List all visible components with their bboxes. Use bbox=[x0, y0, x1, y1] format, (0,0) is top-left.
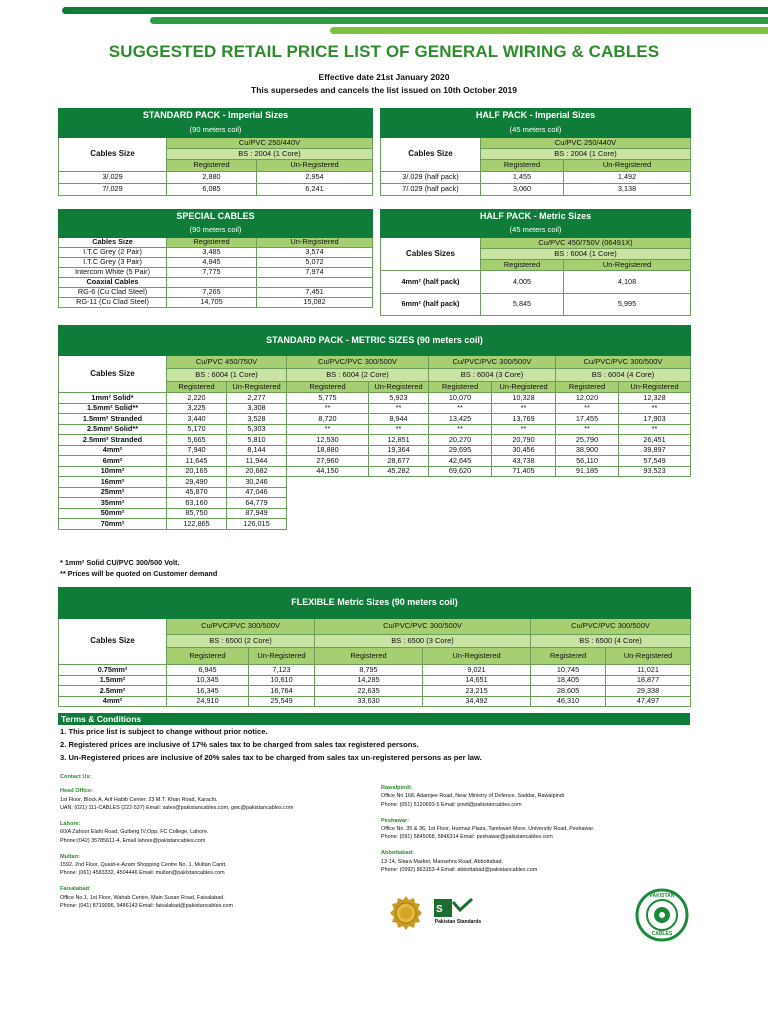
cell: 12,020 bbox=[556, 393, 619, 404]
cell: 33,630 bbox=[315, 696, 423, 707]
table-row bbox=[59, 403, 691, 414]
unregistered-header: Un-Registered bbox=[423, 648, 531, 665]
cell: ** bbox=[619, 424, 691, 435]
bs-label: BS : 6004 (3 Core) bbox=[429, 369, 556, 382]
cell: 93,523 bbox=[619, 466, 691, 477]
cell: 50mm² bbox=[59, 508, 167, 519]
table-row bbox=[59, 248, 373, 258]
cell: 1mm² Solid* bbox=[59, 393, 167, 404]
cell: 13,769 bbox=[492, 414, 556, 425]
special-cables-table bbox=[58, 209, 373, 308]
cell: ** bbox=[556, 403, 619, 414]
cell: 12,328 bbox=[619, 393, 691, 404]
unregistered-header: Un-Registered bbox=[257, 238, 373, 248]
cell: 57,549 bbox=[619, 456, 691, 467]
cell: 4mm² bbox=[59, 696, 167, 707]
cell: 3,138 bbox=[564, 184, 691, 196]
cell: 46,310 bbox=[531, 696, 606, 707]
cell: 1.5mm² Stranded bbox=[59, 414, 167, 425]
cell: 3,225 bbox=[167, 403, 227, 414]
footnote-demand: ** Prices will be quoted on Customer demand bbox=[60, 569, 218, 578]
svg-text:S: S bbox=[436, 904, 443, 915]
cell: 29,338 bbox=[606, 686, 691, 697]
cell: 63,160 bbox=[167, 498, 227, 509]
cell: 71,405 bbox=[492, 466, 556, 477]
registered-header: Registered bbox=[556, 382, 619, 393]
office-block bbox=[381, 817, 681, 842]
cell: ** bbox=[429, 424, 492, 435]
cell: 11,021 bbox=[606, 665, 691, 676]
cell: 11,645 bbox=[167, 456, 227, 467]
cell: 42,645 bbox=[429, 456, 492, 467]
office-line: Phone: (061) 4583332, 4504446 Email: multan@pakistancables.com bbox=[60, 870, 225, 877]
cell: 12,851 bbox=[369, 435, 429, 446]
cell: 4mm² (half pack) bbox=[381, 271, 481, 294]
cell: 22,635 bbox=[315, 686, 423, 697]
cell: 6,945 bbox=[167, 665, 249, 676]
cell: 17,455 bbox=[556, 414, 619, 425]
terms-line: 2. Registered prices are inclusive of 17% sales tax to be charged from sales tax registered persons. bbox=[60, 740, 419, 749]
unregistered-header: Un-Registered bbox=[564, 260, 691, 271]
cell: 14,285 bbox=[315, 675, 423, 686]
cell: 3,440 bbox=[167, 414, 227, 425]
cell: RG-6 (Cu Clad Steel) bbox=[59, 288, 167, 298]
cell: RG-11 (Cu Clad Steel) bbox=[59, 298, 167, 308]
spec-label: Cu/PVC/PVC 300/500V bbox=[315, 619, 531, 635]
coil-note: (90 meters coil) bbox=[59, 124, 373, 138]
cell: 35mm² bbox=[59, 498, 167, 509]
cell: 43,738 bbox=[492, 456, 556, 467]
cell: 1,455 bbox=[481, 172, 564, 184]
coil-note: (90 meters coil) bbox=[59, 224, 373, 238]
cell: 34,492 bbox=[423, 696, 531, 707]
bs-label: BS : 6500 (3 Core) bbox=[315, 635, 531, 648]
contact-left bbox=[60, 773, 360, 910]
cell: 29,490 bbox=[167, 477, 227, 488]
office-line: Phone: (091) 5845068, 5846314 Email: peshawar@pakistancables.com bbox=[381, 834, 553, 841]
cell: 1.5mm² Solid** bbox=[59, 403, 167, 414]
contact-right bbox=[381, 784, 681, 874]
table-row bbox=[59, 508, 691, 519]
unregistered-header: Un-Registered bbox=[257, 160, 373, 172]
spec-label: Cu/PVC/PVC 300/500V bbox=[531, 619, 691, 635]
cell: 10,328 bbox=[492, 393, 556, 404]
bs-label: BS : 6500 (2 Core) bbox=[167, 635, 315, 648]
spec-label: Cu/PVC/PVC 300/500V bbox=[167, 619, 315, 635]
coil-note: (45 meters coil) bbox=[381, 224, 691, 238]
table-row bbox=[381, 271, 691, 294]
spec-label: Cu/PVC 250/440V bbox=[167, 138, 373, 149]
half-imperial-table bbox=[380, 108, 691, 196]
cell: 30,456 bbox=[492, 445, 556, 456]
registered-header: Registered bbox=[531, 648, 606, 665]
unregistered-header: Un-Registered bbox=[619, 382, 691, 393]
cell: 17,903 bbox=[619, 414, 691, 425]
cell: 25,790 bbox=[556, 435, 619, 446]
cell: I.T.C Grey (3 Pair) bbox=[59, 258, 167, 268]
cell: 18,877 bbox=[606, 675, 691, 686]
cell: Coaxial Cables bbox=[59, 278, 167, 288]
office-name: Multan: bbox=[60, 853, 80, 860]
office-line: Office No.1, 1st Floor, Wahab Centre, Main Susan Road, Faisalabad. bbox=[60, 894, 225, 901]
cell: 28,605 bbox=[531, 686, 606, 697]
cell: 2.5mm² bbox=[59, 686, 167, 697]
spec-label: Cu/PVC/PVC 300/500V bbox=[429, 356, 556, 369]
table-row bbox=[59, 696, 691, 707]
unregistered-header: Un-Registered bbox=[369, 382, 429, 393]
cell: 7,451 bbox=[257, 288, 373, 298]
office-line: UAN: (021) 111-CABLES (222-537) Email: sales@pakistancables.com, gwc@pakistancables.com bbox=[60, 804, 294, 811]
office-line: 1st Floor, Block A, Arif Habib Center, 23 M.T. Khan Road, Karachi. bbox=[60, 796, 218, 803]
cell: 20,790 bbox=[492, 435, 556, 446]
cell: 16,345 bbox=[167, 686, 249, 697]
cell: 47,497 bbox=[606, 696, 691, 707]
cell: ** bbox=[492, 424, 556, 435]
row-label: Cables Size bbox=[59, 138, 167, 172]
cell: ** bbox=[369, 424, 429, 435]
cell: 1,492 bbox=[564, 172, 691, 184]
cell: ** bbox=[556, 424, 619, 435]
bs-label: BS : 6500 (4 Core) bbox=[531, 635, 691, 648]
cell bbox=[257, 278, 373, 288]
cell: 20,165 bbox=[167, 466, 227, 477]
cell: 7,123 bbox=[249, 665, 315, 676]
terms-title: Terms & Conditions bbox=[58, 713, 690, 725]
cell: 18,405 bbox=[531, 675, 606, 686]
cell: 16,764 bbox=[249, 686, 315, 697]
registered-header: Registered bbox=[167, 648, 249, 665]
cell: 70mm² bbox=[59, 519, 167, 530]
cell: 64,779 bbox=[227, 498, 287, 509]
unregistered-header: Un-Registered bbox=[564, 160, 691, 172]
cell: 4,108 bbox=[564, 271, 691, 294]
cell: 3,485 bbox=[167, 248, 257, 258]
empty-cell bbox=[287, 508, 691, 519]
registered-header: Registered bbox=[429, 382, 492, 393]
cell: ** bbox=[429, 403, 492, 414]
cell: 5,303 bbox=[227, 424, 287, 435]
header-stripe-3 bbox=[330, 27, 768, 34]
table-row bbox=[59, 456, 691, 467]
office-name: Head Office: bbox=[60, 788, 93, 795]
cell: 29,695 bbox=[429, 445, 492, 456]
cell: 7,775 bbox=[167, 268, 257, 278]
cell: 20,270 bbox=[429, 435, 492, 446]
cell: 25mm² bbox=[59, 487, 167, 498]
office-line: Phone:(042) 35785611-4, Email lahore@pakistancables.com bbox=[60, 837, 206, 844]
office-name: Abbottabad: bbox=[381, 850, 414, 857]
cell: 3,528 bbox=[227, 414, 287, 425]
cell: 3,308 bbox=[227, 403, 287, 414]
office-line: 13-14, Sitara Market, Mansehra Road, Abbottabad. bbox=[381, 858, 503, 865]
cell: 5,665 bbox=[167, 435, 227, 446]
cell: 5,072 bbox=[257, 258, 373, 268]
row-label: Cables Size bbox=[59, 356, 167, 393]
table-row bbox=[381, 184, 691, 196]
cell: 3/.029 bbox=[59, 172, 167, 184]
row-label: Cables Size bbox=[381, 138, 481, 172]
cell: 28,677 bbox=[369, 456, 429, 467]
cell: 16mm² bbox=[59, 477, 167, 488]
half-metric-table bbox=[380, 209, 691, 316]
office-line: 60/A Zahoor Elahi Road, Gulberg IV,Opp. FC College, Lahore. bbox=[60, 829, 209, 836]
cell bbox=[167, 278, 257, 288]
psqca-label: Pakistan Standards bbox=[434, 919, 482, 925]
bs-label: BS : 6004 (4 Core) bbox=[556, 369, 691, 382]
cell: 69,620 bbox=[429, 466, 492, 477]
table-title: STANDARD PACK - Imperial Sizes bbox=[59, 109, 373, 124]
cell: 8,944 bbox=[369, 414, 429, 425]
office-name: Lahore: bbox=[60, 821, 81, 827]
office-line: Phone: (051) 5120693-5 Email: pindi@pakistancables.com bbox=[381, 801, 522, 808]
bs-label: BS : 2004 (1 Core) bbox=[167, 149, 373, 160]
cell: 4mm² bbox=[59, 445, 167, 456]
office-name: Faisalabad: bbox=[60, 886, 91, 893]
cell: 9,021 bbox=[423, 665, 531, 676]
table-row bbox=[59, 487, 691, 498]
supersedes-note: This supersedes and cancels the list issued on 10th October 2019 bbox=[251, 85, 517, 95]
cell: 14,651 bbox=[423, 675, 531, 686]
cell: 85,750 bbox=[167, 508, 227, 519]
cell: 87,949 bbox=[227, 508, 287, 519]
empty-cell bbox=[287, 519, 691, 530]
contact-title: Contact Us: bbox=[60, 774, 92, 780]
bs-label: BS : 6004 (1 Core) bbox=[167, 369, 287, 382]
registered-header: Registered bbox=[167, 160, 257, 172]
table-row bbox=[59, 288, 373, 298]
cell: 13,425 bbox=[429, 414, 492, 425]
cell: ** bbox=[287, 424, 369, 435]
spec-label: Cu/PVC/PVC 300/500V bbox=[556, 356, 691, 369]
cell: 56,110 bbox=[556, 456, 619, 467]
bs-label: BS : 2004 (1 Core) bbox=[481, 149, 691, 160]
office-line: 1592, 2nd Floor, Quaid-e-Azam Shopping Centre No. 1, Multan Cantt. bbox=[60, 862, 227, 868]
cell: 10,070 bbox=[429, 393, 492, 404]
table-row bbox=[59, 498, 691, 509]
table-row bbox=[59, 184, 373, 196]
cell: 2,954 bbox=[257, 172, 373, 184]
standard-imperial-table bbox=[58, 108, 373, 196]
cell: 44,150 bbox=[287, 466, 369, 477]
table-row bbox=[59, 393, 691, 404]
cell: 45,870 bbox=[167, 487, 227, 498]
table-title: SPECIAL CABLES bbox=[59, 210, 373, 224]
cell: 7,940 bbox=[167, 445, 227, 456]
table-row bbox=[59, 424, 691, 435]
cell: 8,720 bbox=[287, 414, 369, 425]
spec-label: Cu/PVC 250/440V bbox=[481, 138, 691, 149]
office-block bbox=[381, 849, 681, 874]
cell: 8,795 bbox=[315, 665, 423, 676]
cell: 10,345 bbox=[167, 675, 249, 686]
office-name: Rawalpindi: bbox=[381, 785, 413, 791]
cell: 4,005 bbox=[481, 271, 564, 294]
footnote-solid: * 1mm² Solid CU/PVC 300/500 Volt. bbox=[60, 558, 180, 567]
table-row bbox=[59, 477, 691, 488]
cell: 38,900 bbox=[556, 445, 619, 456]
cell: ** bbox=[369, 403, 429, 414]
cell: 7/.029 bbox=[59, 184, 167, 196]
cell: 11,944 bbox=[227, 456, 287, 467]
cell: 8,144 bbox=[227, 445, 287, 456]
table-title: HALF PACK - Metric Sizes bbox=[381, 210, 691, 224]
office-name: Peshawar: bbox=[381, 817, 409, 824]
cell: 12,530 bbox=[287, 435, 369, 446]
page-title: SUGGESTED RETAIL PRICE LIST OF GENERAL WIRING & CABLES bbox=[108, 42, 660, 61]
cell: 45,282 bbox=[369, 466, 429, 477]
cell: ** bbox=[492, 403, 556, 414]
cell: 30,246 bbox=[227, 477, 287, 488]
office-line: Office No 168, Adamjee Road, Near Ministry of Defence, Saddar, Rawalpindi bbox=[381, 793, 564, 800]
cell: 2,880 bbox=[167, 172, 257, 184]
cell: 122,865 bbox=[167, 519, 227, 530]
cell: 5,995 bbox=[564, 294, 691, 316]
terms-line: 3. Un-Registered prices are inclusive of 20% sales tax to be charged from sales tax un-registered persons as per law. bbox=[60, 753, 482, 762]
office-block bbox=[60, 787, 360, 812]
cell: 10mm² bbox=[59, 466, 167, 477]
cell: 47,046 bbox=[227, 487, 287, 498]
cell: 2.5mm² Solid** bbox=[59, 424, 167, 435]
spec-label: Cu/PVC 450/750V (06491X) bbox=[481, 238, 691, 249]
cell: 0.75mm² bbox=[59, 665, 167, 676]
cell: 91,185 bbox=[556, 466, 619, 477]
empty-cell bbox=[287, 487, 691, 498]
cell: ** bbox=[619, 403, 691, 414]
cell: 7/.029 (half pack) bbox=[381, 184, 481, 196]
bs-label: BS : 6004 (2 Core) bbox=[287, 369, 429, 382]
cell: 6,241 bbox=[257, 184, 373, 196]
table-title: STANDARD PACK - METRIC SIZES (90 meters coil) bbox=[59, 326, 691, 356]
cell: 24,910 bbox=[167, 696, 249, 707]
flexible-table bbox=[58, 587, 691, 707]
cell: 3,574 bbox=[257, 248, 373, 258]
unregistered-header: Un-Registered bbox=[606, 648, 691, 665]
cell: Intercom White (5 Pair) bbox=[59, 268, 167, 278]
registered-header: Registered bbox=[167, 382, 227, 393]
table-row bbox=[59, 519, 691, 530]
registered-header: Registered bbox=[287, 382, 369, 393]
unregistered-header: Un-Registered bbox=[249, 648, 315, 665]
row-label: Cables Size bbox=[59, 619, 167, 665]
office-block bbox=[60, 853, 360, 878]
cell: 3,060 bbox=[481, 184, 564, 196]
spec-label: Cu/PVC 450/750V bbox=[167, 356, 287, 369]
cell: 10,745 bbox=[531, 665, 606, 676]
cell: 18,880 bbox=[287, 445, 369, 456]
spec-label: Cu/PVC/PVC 300/500V bbox=[287, 356, 429, 369]
effective-date: Effective date 21st January 2020 bbox=[318, 72, 450, 82]
cell: 7,974 bbox=[257, 268, 373, 278]
cell: 10,610 bbox=[249, 675, 315, 686]
empty-cell bbox=[287, 477, 691, 488]
cell: 7,265 bbox=[167, 288, 257, 298]
cell: 2.5mm² Stranded bbox=[59, 435, 167, 446]
cell: 1.5mm² bbox=[59, 675, 167, 686]
table-row bbox=[59, 268, 373, 278]
cell: ** bbox=[287, 403, 369, 414]
table-title: FLEXIBLE Metric Sizes (90 meters coil) bbox=[59, 588, 691, 619]
office-block bbox=[381, 784, 681, 809]
pakistan-cables-logo bbox=[635, 888, 689, 942]
cell: 20,682 bbox=[227, 466, 287, 477]
cell: 14,705 bbox=[167, 298, 257, 308]
empty-cell bbox=[287, 498, 691, 509]
office-block bbox=[60, 885, 360, 910]
table-row bbox=[381, 294, 691, 316]
cell: 15,082 bbox=[257, 298, 373, 308]
cell: 6mm² (half pack) bbox=[381, 294, 481, 316]
table-row bbox=[59, 414, 691, 425]
cell: 3/.029 (half pack) bbox=[381, 172, 481, 184]
cell: 5,775 bbox=[287, 393, 369, 404]
header-stripe-1 bbox=[62, 7, 768, 14]
table-row bbox=[59, 675, 691, 686]
table-row bbox=[381, 172, 691, 184]
table-row bbox=[59, 298, 373, 308]
gold-seal-icon bbox=[386, 895, 426, 931]
table-row bbox=[59, 665, 691, 676]
coil-note: (45 meters coil) bbox=[381, 124, 691, 138]
office-line: Phone: (0992) 863153-4 Email: abbottabad@pakistancables.com bbox=[381, 866, 538, 873]
table-row bbox=[59, 435, 691, 446]
cell: 6,085 bbox=[167, 184, 257, 196]
header-stripe-2 bbox=[150, 17, 768, 24]
cell: 5,923 bbox=[369, 393, 429, 404]
unregistered-header: Un-Registered bbox=[492, 382, 556, 393]
brand-top: PAKISTAN bbox=[649, 893, 675, 899]
table-title: HALF PACK - Imperial Sizes bbox=[381, 109, 691, 124]
table-row bbox=[59, 445, 691, 456]
table-row bbox=[59, 686, 691, 697]
cell: 2,220 bbox=[167, 393, 227, 404]
office-block bbox=[60, 820, 360, 845]
table-row bbox=[59, 172, 373, 184]
cell: 26,451 bbox=[619, 435, 691, 446]
cell: 5,845 bbox=[481, 294, 564, 316]
table-row bbox=[59, 258, 373, 268]
registered-header: Registered bbox=[167, 238, 257, 248]
pakistan-standards-logo bbox=[430, 898, 486, 928]
cell: 25,549 bbox=[249, 696, 315, 707]
row-label: Cables Sizes bbox=[381, 238, 481, 271]
cell: 2,277 bbox=[227, 393, 287, 404]
cell: 39,897 bbox=[619, 445, 691, 456]
terms-line: 1. This price list is subject to change without prior notice. bbox=[60, 727, 268, 736]
registered-header: Registered bbox=[315, 648, 423, 665]
table-row bbox=[59, 278, 373, 288]
cell: 27,960 bbox=[287, 456, 369, 467]
cell: 5,810 bbox=[227, 435, 287, 446]
header-size: Cables Size bbox=[59, 238, 167, 248]
bs-label: BS : 6004 (1 Core) bbox=[481, 249, 691, 260]
brand-bottom: CABLES bbox=[651, 931, 673, 937]
registered-header: Registered bbox=[481, 260, 564, 271]
cell: I.T.C Grey (2 Pair) bbox=[59, 248, 167, 258]
registered-header: Registered bbox=[481, 160, 564, 172]
unregistered-header: Un-Registered bbox=[227, 382, 287, 393]
standard-metric-table bbox=[58, 325, 691, 530]
table-row bbox=[59, 466, 691, 477]
cell: 23,215 bbox=[423, 686, 531, 697]
cell: 5,170 bbox=[167, 424, 227, 435]
cell: 126,015 bbox=[227, 519, 287, 530]
office-line: Office No. 35 & 36, 1st Floor, Hurmaz Plaza, Tambwan More, University Road, Peshawar. bbox=[381, 826, 595, 832]
cell: 6mm² bbox=[59, 456, 167, 467]
cell: 4,945 bbox=[167, 258, 257, 268]
cell: 19,364 bbox=[369, 445, 429, 456]
office-line: Phone: (041) 8719096, 9486143 Email: faisalabad@pakistancables.com bbox=[60, 902, 233, 909]
